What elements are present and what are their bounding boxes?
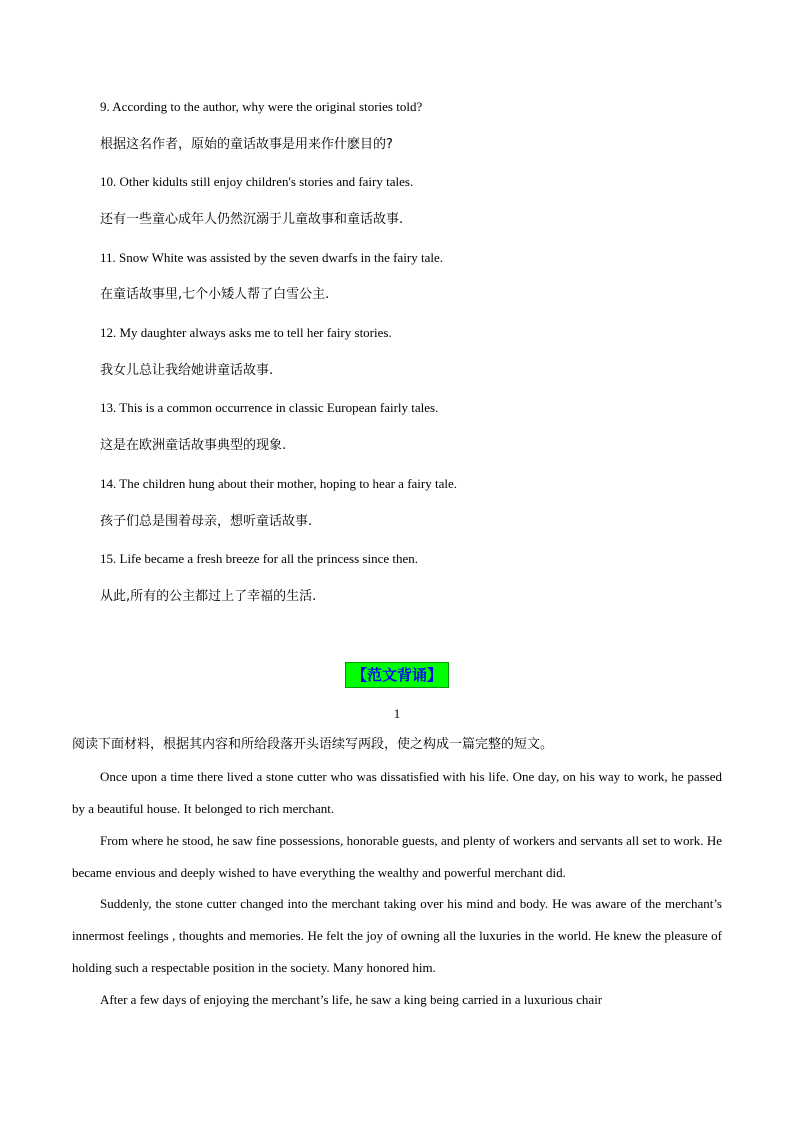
sentence-11-en: 11. Snow White was assisted by the seven dwarfs in the fairy tale.	[100, 250, 443, 265]
passage-paragraph-3: Suddenly, the stone cutter changed into the merchant taking over his mind and body. He was aware of the merchant’s innermost feelings , thoughts and memories. He felt the joy of owning all the luxuries in the world. He knew the pleasure of holding such a respectable position in the society. Many honored him.	[72, 896, 722, 975]
passage-paragraph-2: From where he stood, he saw fine possessions, honorable guests, and plenty of workers and servants all set to work. He became envious and deeply wished to have everything the wealthy and powerful merchant did.	[72, 833, 722, 880]
passage-paragraph-4: After a few days of enjoying the merchant’s life, he saw a king being carried in a luxurious chair	[100, 992, 603, 1007]
sentence-14-zh: 孩子们总是围着母亲，想听童话故事.	[100, 514, 313, 529]
instruction-text: 阅读下面材料，根据其内容和所给段落开头语续写两段，使之构成一篇完整的短文。	[72, 737, 554, 752]
sentence-9-zh: 根据这名作者，原始的童话故事是用来作什麽目的?	[100, 137, 393, 152]
passage-paragraph-1: Once upon a time there lived a stone cutter who was dissatisfied with his life. One day, on his way to work, he passed by a beautiful house. It belonged to rich merchant.	[72, 769, 722, 816]
sentence-12-zh: 我女儿总让我给她讲童话故事.	[100, 363, 274, 378]
sentence-14-en: 14. The children hung about their mother, hoping to hear a fairy tale.	[100, 476, 457, 491]
sentence-10-en: 10. Other kidults still enjoy children's stories and fairy tales.	[100, 174, 414, 189]
sentence-13-en: 13. This is a common occurrence in classic European fairly tales.	[100, 400, 439, 415]
sentence-11-zh: 在童话故事里,七个小矮人帮了白雪公主.	[100, 287, 330, 302]
sentence-13-zh: 这是在欧洲童话故事典型的现象.	[100, 438, 287, 453]
sentence-15-zh: 从此,所有的公主都过上了幸福的生活.	[100, 589, 317, 604]
sentence-12-en: 12. My daughter always asks me to tell her fairy stories.	[100, 325, 392, 340]
section-heading: 【范文背诵】	[345, 662, 449, 688]
sentence-10-zh: 还有一些童心成年人仍然沉溺于儿童故事和童话故事.	[100, 212, 404, 227]
sentence-15-en: 15. Life became a fresh breeze for all the princess since then.	[100, 551, 418, 566]
section-number: 1	[393, 706, 401, 721]
sentence-9-en: 9. According to the author, why were the original stories told?	[100, 99, 423, 114]
section-heading-wrap	[0, 662, 794, 688]
